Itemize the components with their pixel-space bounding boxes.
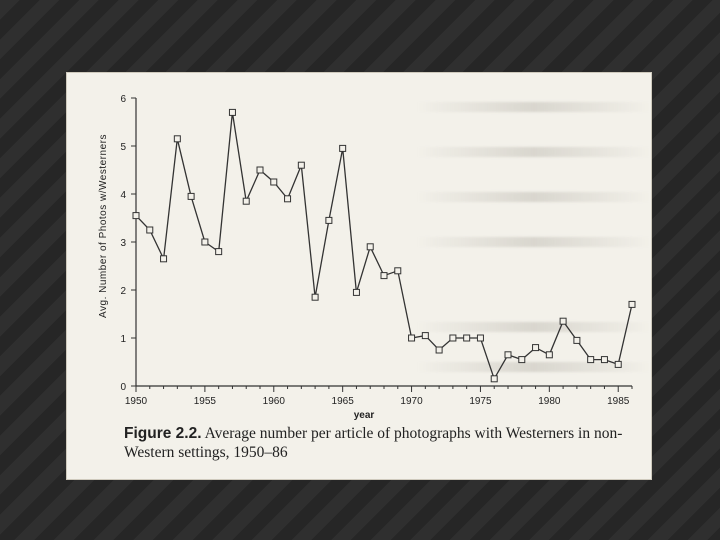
data-point (491, 376, 497, 382)
y-tick-label: 1 (120, 334, 126, 345)
y-tick-label: 2 (120, 286, 126, 297)
data-point (477, 335, 483, 341)
data-point (464, 335, 470, 341)
data-point (216, 249, 222, 255)
data-point (202, 239, 208, 245)
data-point (229, 109, 235, 115)
data-point (546, 352, 552, 358)
data-point (450, 335, 456, 341)
x-tick-label: 1965 (331, 396, 354, 407)
x-tick-label: 1950 (124, 396, 148, 407)
data-point (257, 167, 263, 173)
x-tick-label: 1985 (607, 396, 630, 407)
x-tick-label: 1960 (262, 396, 285, 407)
x-tick-label: 1975 (469, 396, 492, 407)
data-point (422, 333, 428, 339)
data-point (133, 213, 139, 219)
data-point (285, 196, 291, 202)
data-point (395, 268, 401, 274)
data-point (615, 361, 621, 367)
x-tick-label: 1955 (193, 396, 217, 407)
data-point (574, 337, 580, 343)
data-point (519, 357, 525, 363)
figure-caption (124, 424, 644, 462)
data-point (436, 347, 442, 353)
data-point (147, 227, 153, 233)
scanned-page (66, 72, 652, 480)
y-tick-label: 0 (120, 382, 126, 393)
x-tick-label: 1980 (538, 396, 561, 407)
y-tick-label: 3 (120, 238, 126, 249)
data-point (312, 294, 318, 300)
data-point (243, 198, 249, 204)
series-line (136, 112, 632, 378)
line-chart (66, 72, 652, 480)
y-tick-label: 5 (120, 142, 126, 153)
data-point (271, 179, 277, 185)
y-tick-label: 6 (120, 94, 126, 105)
data-point (560, 318, 566, 324)
data-point (505, 352, 511, 358)
x-tick-label: 1970 (400, 396, 423, 407)
data-point (298, 162, 304, 168)
caption-label: Figure 2.2. (124, 425, 202, 442)
data-point (188, 193, 194, 199)
y-tick-label: 4 (120, 190, 126, 201)
data-point (381, 273, 387, 279)
y-axis-label: Avg. Number of Photos w/Westerners (98, 134, 109, 318)
caption-text: Average number per article of photographs with Westerners in non-Western settings, 1950–86 (124, 425, 623, 461)
x-axis-label: year (353, 410, 375, 421)
data-point (161, 256, 167, 262)
data-point (326, 217, 332, 223)
data-point (629, 301, 635, 307)
data-point (340, 145, 346, 151)
data-point (533, 345, 539, 351)
data-point (353, 289, 359, 295)
data-point (601, 357, 607, 363)
data-point (367, 244, 373, 250)
data-point (174, 136, 180, 142)
data-point (409, 335, 415, 341)
data-point (588, 357, 594, 363)
